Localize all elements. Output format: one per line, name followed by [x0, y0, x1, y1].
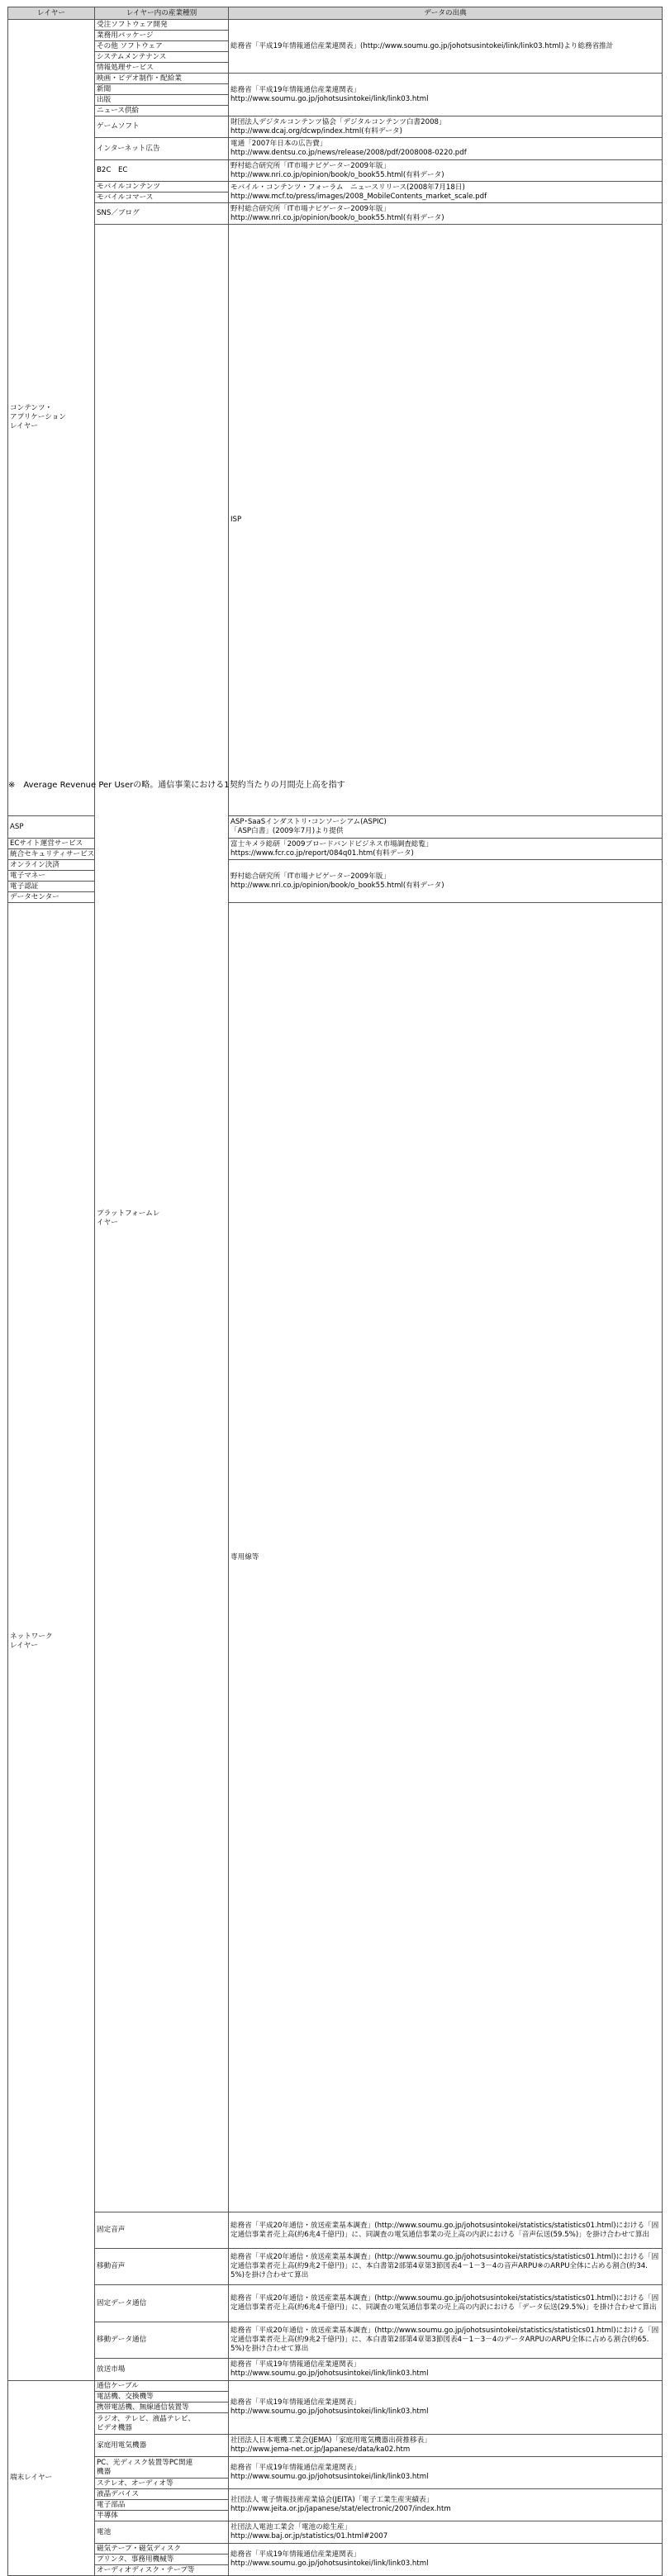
- industry-cell: ISP: [229, 225, 663, 816]
- source-cell: 総務省「平成19年情報通信産業連関表」 http://www.soumu.go.jp/johotsusintokei/link/link03.html: [229, 2457, 663, 2489]
- industry-cell: ニュース供給: [95, 106, 229, 116]
- table-row: [8, 2359, 663, 2381]
- industry-cell: 電子マネー: [8, 871, 95, 882]
- table-row: [8, 2249, 663, 2285]
- industry-cell: 固定音声: [95, 2212, 229, 2249]
- table-row: [8, 2322, 663, 2359]
- industry-cell: 磁気テープ・磁気ディスク: [95, 2544, 229, 2555]
- source-cell: 総務省「平成20年通信・放送産業基本調査」(http://www.soumu.go.jp/johotsusintokei/statistics/statistics01.html)における「固定通信事業者売上高(約9兆2千億円)」に、本白書第2部第4章第3節図表4－1－3－4の音声ARPU※のARPU全体に占める割合(約34.5%)を掛け合わせて算出: [229, 2249, 663, 2285]
- source-cell: 総務省「平成20年通信・放送産業基本調査」(http://www.soumu.go.jp/johotsusintokei/statistics/statistics01.html)における「固定通信事業者売上高(約6兆4千億円)」に、同調査の電気通信事業の売上高の内訳における「音声伝送(59.5%)」を掛け合わせて算出: [229, 2212, 663, 2249]
- table-row: [8, 182, 663, 192]
- industry-cell: ECサイト運営サービス: [8, 839, 95, 849]
- table-row: [8, 2544, 663, 2555]
- layer-cell: プラットフォームレ イヤー: [95, 225, 229, 2212]
- header-source: データの出典: [229, 7, 663, 20]
- industry-cell: B2C EC: [95, 160, 229, 182]
- industry-cell: モバイルコマース: [95, 192, 229, 203]
- header-layer: レイヤー: [8, 7, 95, 20]
- table-row: [8, 116, 663, 138]
- industry-cell: 電子認証: [8, 882, 95, 892]
- industry-cell: 家庭用電気機器: [95, 2435, 229, 2457]
- source-cell: 野村総合研究所「IT市場ナビゲーター2009年版」 http://www.nri.co.jp/opinion/book/o_book55.html(有料データ): [229, 160, 663, 182]
- industry-cell: オーディオディスク・テープ等: [95, 2565, 229, 2576]
- industry-cell: ラジオ、テレビ、液晶テレビ、 ビデオ機器: [95, 2413, 229, 2435]
- source-cell: 総務省「平成19年情報通信産業連関表」 http://www.soumu.go.jp/johotsusintokei/link/link03.html: [229, 74, 663, 116]
- table-row: [8, 2521, 663, 2544]
- industry-cell: 電子部品: [95, 2500, 229, 2511]
- source-cell: 社団法人電池工業会「電池の総生産」 http://www.baj.or.jp/statistics/01.html#2007: [229, 2521, 663, 2544]
- data-source-table: [7, 7, 663, 2576]
- table-row: [8, 2435, 663, 2457]
- industry-cell: ASP: [8, 816, 95, 839]
- table-row: [8, 20, 663, 31]
- source-cell: 総務省「平成19年情報通信産業連関表」 http://www.soumu.go.jp/johotsusintokei/link/link03.html: [229, 2381, 663, 2435]
- source-cell: 富士キメラ総研「2009ブロードバンドビジネス市場調査総覧」 https://www.fcr.co.jp/report/084q01.htm(有料データ): [229, 839, 663, 860]
- source-cell: モバイル・コンテンツ・フォーラム ニュースリリース(2008年7月18日) http://www.mcf.to/press/images/2008_MobileContents_market_scale.pdf: [229, 182, 663, 203]
- industry-cell: 通信ケーブル: [95, 2381, 229, 2392]
- industry-cell: ゲームソフト: [95, 116, 229, 138]
- table-header-row: [8, 7, 663, 20]
- table-row: [8, 160, 663, 182]
- layer-cell: 端末レイヤー: [8, 2381, 95, 2576]
- industry-cell: 新聞: [95, 84, 229, 95]
- industry-cell: 統合セキュリティサービス: [8, 849, 95, 860]
- industry-cell: 出版: [95, 95, 229, 106]
- industry-cell: SNS／ブログ: [95, 203, 229, 225]
- table-row: [8, 203, 663, 225]
- source-cell: 財団法人デジタルコンテンツ協会「デジタルコンテンツ白書2008」 http://www.dcaj.org/dcwp/index.html(有料データ): [229, 116, 663, 138]
- table-row: [8, 138, 663, 160]
- industry-cell: 映画・ビデオ制作・配給業: [95, 74, 229, 84]
- table-row: [8, 2457, 663, 2479]
- industry-cell: 液晶デバイス: [95, 2489, 229, 2500]
- industry-cell: 移動データ通信: [95, 2322, 229, 2359]
- table-row: [8, 2212, 663, 2249]
- industry-cell: モバイルコンテンツ: [95, 182, 229, 192]
- industry-cell: ステレオ、オーディオ等: [95, 2479, 229, 2489]
- source-cell: 総務省「平成20年通信・放送産業基本調査」(http://www.soumu.go.jp/johotsusintokei/statistics/statistics01.html)における「固定通信事業者売上高(約9兆2千億円)」に、本白書第2部第4章第3節図表4－1－3－4のデータARPUのARPU全体に占める割合(約65.5%)を掛け合わせて算出: [229, 2322, 663, 2359]
- industry-cell: その他 ソフトウェア: [95, 41, 229, 52]
- source-cell: 社団法人日本電機工業会(JEMA)「家庭用電気機器出荷推移表」 http://www.jema-net.or.jp/Japanese/data/ka02.htm: [229, 2435, 663, 2457]
- source-cell: 社団法人 電子情報技術産業協会(JEITA)「電子工業生産実績表」 http://www.jeita.or.jp/japanese/stat/electronic/2007/index.htm: [229, 2489, 663, 2521]
- industry-cell: 専用線等: [229, 903, 663, 2212]
- header-industry: レイヤー内の産業種別: [95, 7, 229, 20]
- industry-cell: インターネット広告: [95, 138, 229, 160]
- source-cell: 総務省「平成19年情報通信産業連関表」 http://www.soumu.go.jp/johotsusintokei/link/link03.html: [229, 2359, 663, 2381]
- table-body: [8, 20, 663, 2576]
- source-cell: 電通「2007年日本の広告費」 http://www.dentsu.co.jp/news/release/2008/pdf/2008008-0220.pdf: [229, 138, 663, 160]
- source-cell: 総務省「平成19年情報通信産業連関表」(http://www.soumu.go.jp/johotsusintokei/link/link03.html)より総務省推計: [229, 20, 663, 74]
- industry-cell: データセンター: [8, 892, 95, 903]
- industry-cell: 半導体: [95, 2511, 229, 2521]
- industry-cell: 電話機、交換機等: [95, 2392, 229, 2403]
- source-cell: 総務省「平成20年通信・放送産業基本調査」(http://www.soumu.go.jp/johotsusintokei/statistics/statistics01.html)における「固定通信事業者売上高(約6兆4千億円)」に、同調査の電気通信事業の売上高の内訳における「データ伝送(29.5%)」を掛け合わせて算出: [229, 2285, 663, 2322]
- source-cell: ASP･SaaSインダストリ･コンソーシアム(ASPIC) 「ASP白書」(2009年7月)より提供: [229, 816, 663, 839]
- industry-cell: 受注ソフトウェア開発: [95, 20, 229, 31]
- table-row: [8, 2381, 663, 2392]
- industry-cell: 携帯電話機、無線通信装置等: [95, 2403, 229, 2413]
- industry-cell: システムメンテナンス: [95, 52, 229, 63]
- table-row: [8, 2489, 663, 2500]
- industry-cell: プリンタ、事務用機械等: [95, 2555, 229, 2565]
- industry-cell: 固定データ通信: [95, 2285, 229, 2322]
- layer-cell: コンテンツ・ アプリケーション レイヤー: [8, 20, 95, 816]
- table-row: [8, 2285, 663, 2322]
- source-cell: 総務省「平成19年情報通信産業連関表」 http://www.soumu.go.jp/johotsusintokei/link/link03.html: [229, 2544, 663, 2576]
- footnote: ※ Average Revenue Per Userの略。通信事業における1契約当たりの月間売上高を指す: [8, 781, 345, 790]
- table-row: [8, 225, 663, 816]
- industry-cell: 電池: [95, 2521, 229, 2544]
- industry-cell: 移動音声: [95, 2249, 229, 2285]
- industry-cell: PC、光ディスク装置等PC関連 機器: [95, 2457, 229, 2479]
- source-cell: 野村総合研究所「IT市場ナビゲーター2009年版」 http://www.nri.co.jp/opinion/book/o_book55.html(有料データ): [229, 860, 663, 903]
- layer-cell: ネットワーク レイヤー: [8, 903, 95, 2381]
- data-source-table-wrapper: [7, 7, 662, 2576]
- industry-cell: 放送市場: [95, 2359, 229, 2381]
- industry-cell: オンライン決済: [8, 860, 95, 871]
- industry-cell: 情報処理サービス: [95, 63, 229, 74]
- table-row: [8, 74, 663, 84]
- source-cell: 野村総合研究所「IT市場ナビゲーター2009年版」 http://www.nri.co.jp/opinion/book/o_book55.html(有料データ): [229, 203, 663, 225]
- industry-cell: 業務用パッケージ: [95, 31, 229, 41]
